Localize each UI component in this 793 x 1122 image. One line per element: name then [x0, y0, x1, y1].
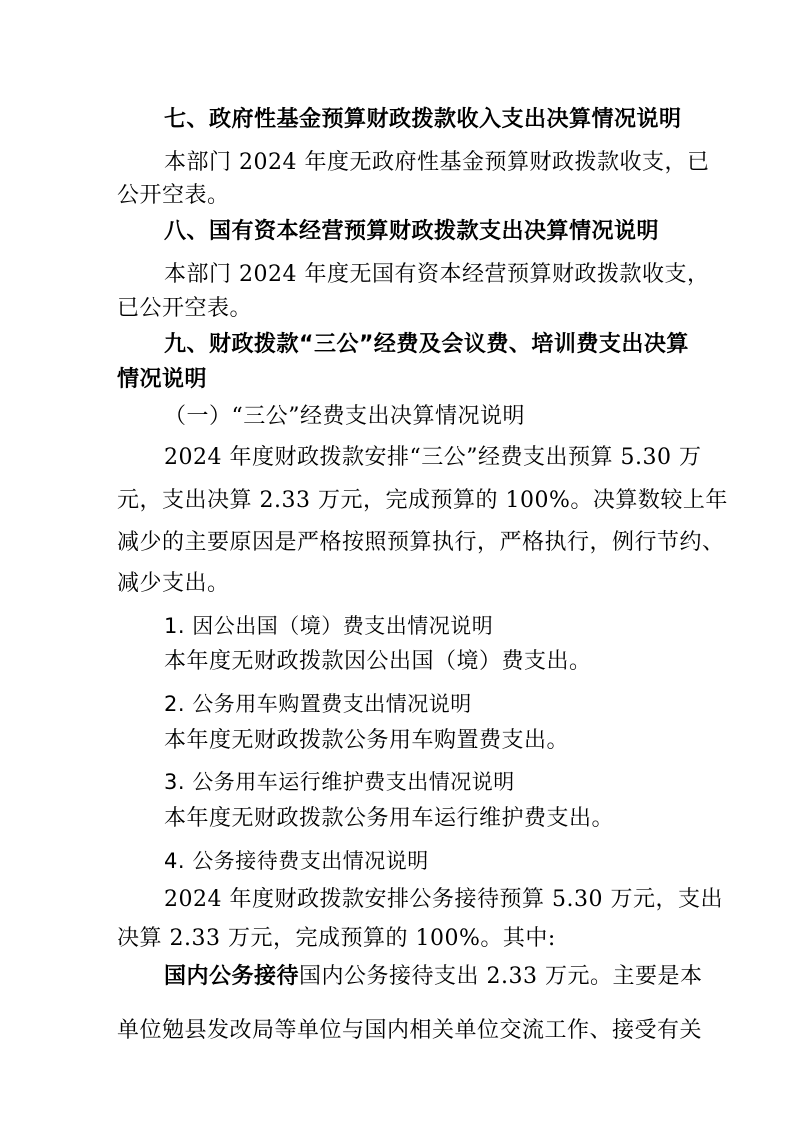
item-2-title: 2. 公务用车购置费支出情况说明: [164, 692, 472, 716]
section-7-heading: 七、政府性基金预算财政拨款收入支出决算情况说明: [164, 107, 682, 132]
item-1-title: 1. 因公出国（境）费支出情况说明: [164, 614, 494, 638]
section-8-heading: 八、国有资本经营预算财政拨款支出决算情况说明: [164, 219, 660, 244]
domestic-reception-label: 国内公务接待: [164, 964, 300, 989]
section-8-body-line-1: 本部门 2024 年度无国有资本经营预算财政拨款收支，: [164, 262, 710, 287]
subsection-1-para-line-3: 减少的主要原因是严格按照预算执行，严格执行，例行节约、: [117, 530, 725, 555]
subsection-1-para-line-1: 2024 年度财政拨款安排“三公”经费支出预算 5.30 万: [164, 445, 702, 470]
item-4-title: 4. 公务接待费支出情况说明: [164, 849, 429, 873]
domestic-reception-text: 国内公务接待支出 2.33 万元。主要是本: [299, 964, 703, 989]
section-7-body-line-1: 本部门 2024 年度无政府性基金预算财政拨款收支，已: [164, 150, 710, 175]
item-4-para-line-1: 2024 年度财政拨款安排公务接待预算 5.30 万元，支出: [164, 887, 723, 912]
section-9-heading-line-2: 情况说明: [117, 367, 208, 392]
item-1-body: 本年度无财政拨款因公出国（境）费支出。: [164, 649, 592, 674]
item-4-para-line-2: 决算 2.33 万元，完成预算的 100%。其中:: [117, 926, 556, 951]
subsection-1-para-line-4: 减少支出。: [117, 571, 230, 596]
section-9-heading-line-1: 九、财政拨款“三公”经费及会议费、培训费支出决算: [164, 332, 689, 357]
subsection-1-title: （一）“三公”经费支出决算情况说明: [164, 404, 525, 429]
item-3-title: 3. 公务用车运行维护费支出情况说明: [164, 770, 515, 794]
subsection-1-para-line-2: 元，支出决算 2.33 万元，完成预算的 100%。决算数较上年: [117, 488, 728, 513]
item-2-body: 本年度无财政拨款公务用车购置费支出。: [164, 728, 570, 753]
section-7-body-line-2: 公开空表。: [117, 183, 230, 208]
item-4-domestic-line-2: 单位勉县发改局等单位与国内相关单位交流工作、接受有关: [117, 1018, 703, 1043]
item-4-domestic-line-1: [164, 963, 703, 991]
section-8-body-line-2: 已公开空表。: [117, 296, 253, 321]
item-3-body: 本年度无财政拨款公务用车运行维护费支出。: [164, 806, 615, 831]
